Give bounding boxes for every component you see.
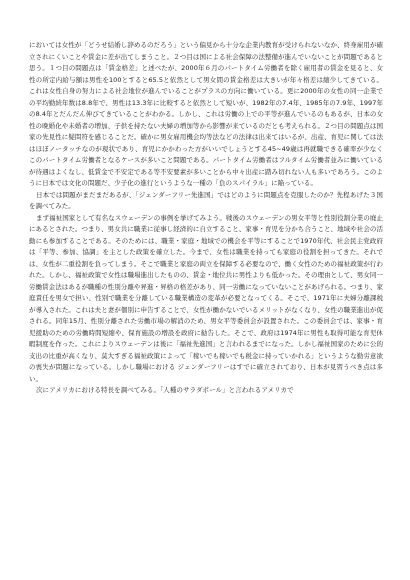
- paragraph-sweden: まず福祉国家として有名なスウェーデンの事例を挙げてみよう。戦後のスウェーデンの男女平等と性別役割分業の廃止にあるとされた。つまり、男女共に職業に従事し経済的に自立すること、家事・育児を分かち合うこと、地域や社会の活動にも参加することである。そのためには、職業・家庭・地域での機会を平等にすることで1970年代、社会民主党政府は「平等、参加、協調」を主とした政策を確立した。今まで、女性は職業を持っても家庭の役割を担ってきた。それでは、女性が二重役割を負ってしまう。そこで職業と家庭の両立を保障する必要なので、働く女性のための福祉政策が行われた。しかし、福祉政策で女性は職場進出したものの、賃金・地位共に男性よりも低かった。その理由として、男女同一労働賃金法はあるが職種の性別分離や昇進・昇格の格差があり、同一労働になっていないことがあげられる。つまり、家庭責任を男女で担い、性別で職業を分離している職業構造の変革が必要となってくる。そこで、1971年に夫婦分離課税が導入された。これは夫と妻が個別に申告することで、女性が働かないでいるメリットがなくなり、女性の職業進出が促される。同年15月、性別分離された労働市場の解消のため、男女平等委員会が設置された。この委員会では、家事・育児援助のための労働時間短縮や、保育施設の増設を政府に勧告した。そこで、政府は1974年に男性も取得可能な育児休暇制度を作った。これによりスウェーデンは後に「福祉先進国」と言われるまでになった。しかし福祉国家のために公的支出の比重が高くなり、莫大すぎる福祉政策によって「稼いでも稼いでも税金に持っていかれる」というような勤労意欲の喪失が問題になっている。しかし職場における ジェンダーフリーはすでに確立されており、日本が見習うべき点は多い。: [29, 213, 383, 383]
- paragraph-continuation: においては女性が「どうせ結婚し辞めるのだろう」という偏見から十分な企業内教育が受けられないなか、終身雇用が確立されにくいことや賃金に差が出てしまうこと。２つ目は国による社会保障の法整備が進んでいないことが問題であると思う。１つ目の問題点は「賃金格差」と述べたが、2000年６月のパートタイム労働者を除く雇用者の賃金を見ると、女性の所定内給与額は男性を100とすると65.5と依然として男女間の賃金格差は大きいが年々格差は縮少してきている。これは女性自身の努力による社会地位が進んでいることがプラスの方向に働いている。更に2000年の女性の同一企業での平均勤続年数は8.8年で、男性は13.3年に比較すると依然として短いが、1982年の7.4年、1985年の7.9年、1997年の8.4年とだんだん伸びてきていることがわかる。しかし、これは労働の上での平等が進んでいるのもあるが、日本の女性の晩婚化や未婚者の増加、子供を持たない夫婦の増加等から影響が来ているのだとも考えられる。２つ目の問題点は国家の先見性に疑問符を感じることだ。確かに男女雇用機会均等法などの法律は出来てはいるが、出産、育児に関しては法はほぼノータッチなのが現状であり、育児にかかわった方がいいでしょうとする45~49歳は再就職できる確率が少なくこのパートタイム労働者となるケースが多いこと問題である。パートタイム労働者はフルタイム労働者並みに働いているが待遇はよくなし、低賃金で不安定である等不安要素が多いことから中々出産に踏み切れない人も多いであろう。このように日本では文化の問題だ、少子化の進行というような一種の「負のスパイラル」に陥っている。: [29, 41, 383, 187]
- document-page: [29, 40, 383, 572]
- paragraph-transition: 日本では問題がまだまだあるが、「ジェンダーフリー先進国」ではどのように問題点を克服したのか？先程あげた３国を調べてみた。: [29, 190, 383, 210]
- paragraph-america: 次にアメリカにおける特長を調べてみる。「人種のサラダボール」と言われるアメリカで: [36, 386, 294, 394]
